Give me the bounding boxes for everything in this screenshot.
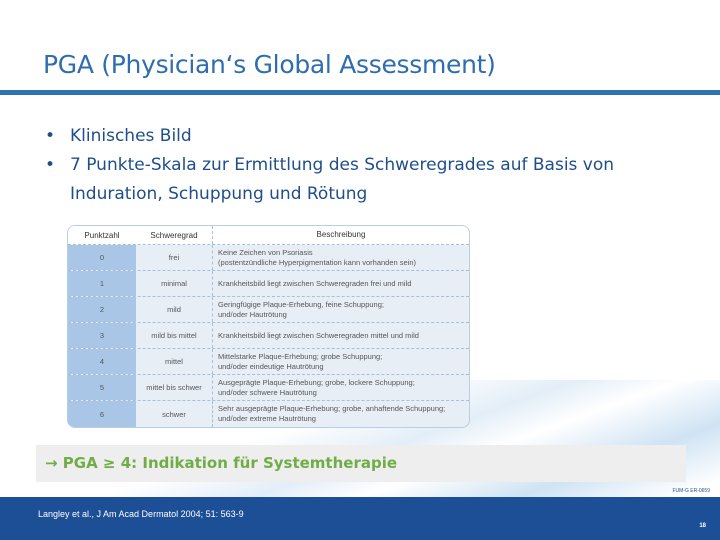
pga-table [67,225,470,428]
description-line: und/oder eindeutige Hautrötung [218,361,324,371]
description-cell [213,349,469,374]
header-description: Beschreibung [316,230,366,239]
bullet-list [45,122,685,209]
footer [0,497,720,540]
description-cell [213,271,469,296]
reference: Langley et al., J Am Acad Dermatol 2004; 51: 563-9 [38,509,244,519]
table-row [68,271,469,297]
score-cell: 0 [68,245,136,270]
description-line: (postentzündliche Hyperpigmentation kann vorhanden sein) [218,257,417,267]
description-cell [213,297,469,322]
score-cell: 3 [68,323,136,348]
description-cell [213,245,469,270]
score-cell: 6 [68,401,136,427]
grade-cell: mittel [136,349,213,374]
table-row [68,297,469,323]
description-line: und/oder schwere Hautrötung [218,387,317,397]
description-line: Sehr ausgeprägte Plaque-Erhebung; grobe, anhaftende Schuppung; [218,404,446,413]
description-line: Ausgeprägte Plaque-Erhebung; grobe, lockere Schuppung; [218,377,415,387]
description-cell [213,375,469,400]
table-row [68,401,469,427]
grade-cell: minimal [136,271,213,296]
score-cell: 5 [68,375,136,400]
description-line: Mittelstarke Plaque-Erhebung; grobe Schuppung; [218,351,383,361]
grade-cell: frei [136,245,213,270]
description-line: Keine Zeichen von Psoriasis [218,247,313,257]
document-code: FUM-G ER-0659 [672,488,710,494]
description-cell [213,323,469,348]
header-grade: Schweregrad [136,226,213,244]
grade-cell: mild [136,297,213,322]
description-line: Krankheitsbild liegt zwischen Schweregraden frei und mild [218,278,412,288]
description-line: und/oder Hautrötung [218,309,287,319]
highlight-box: → PGA ≥ 4: Indikation für Systemtherapie [36,445,686,482]
table-row [68,349,469,375]
description-cell [213,401,469,427]
bullet-item: • Klinisches Bild [45,122,685,151]
grade-cell: mild bis mittel [136,323,213,348]
grade-cell: schwer [136,401,213,427]
score-cell: 4 [68,349,136,374]
header-score: Punktzahl [68,226,136,244]
description-line: und/oder extreme Hautrötung [218,414,316,423]
score-cell: 1 [68,271,136,296]
table-header [68,226,469,245]
title-divider [0,90,720,95]
table-row [68,245,469,271]
slide-title: PGA (Physician‘s Global Assessment) [43,50,496,79]
description-line: Geringfügige Plaque-Erhebung, feine Schuppung; [218,299,384,309]
score-cell: 2 [68,297,136,322]
table-row [68,323,469,349]
bullet-item: • 7 Punkte-Skala zur Ermittlung des Schweregrades auf Basis von Induration, Schuppung und Rötung [45,151,685,209]
page-number: 18 [699,523,706,529]
grade-cell: mittel bis schwer [136,375,213,400]
table-row [68,375,469,401]
description-line: Krankheitsbild liegt zwischen Schweregraden mittel und mild [218,330,419,340]
